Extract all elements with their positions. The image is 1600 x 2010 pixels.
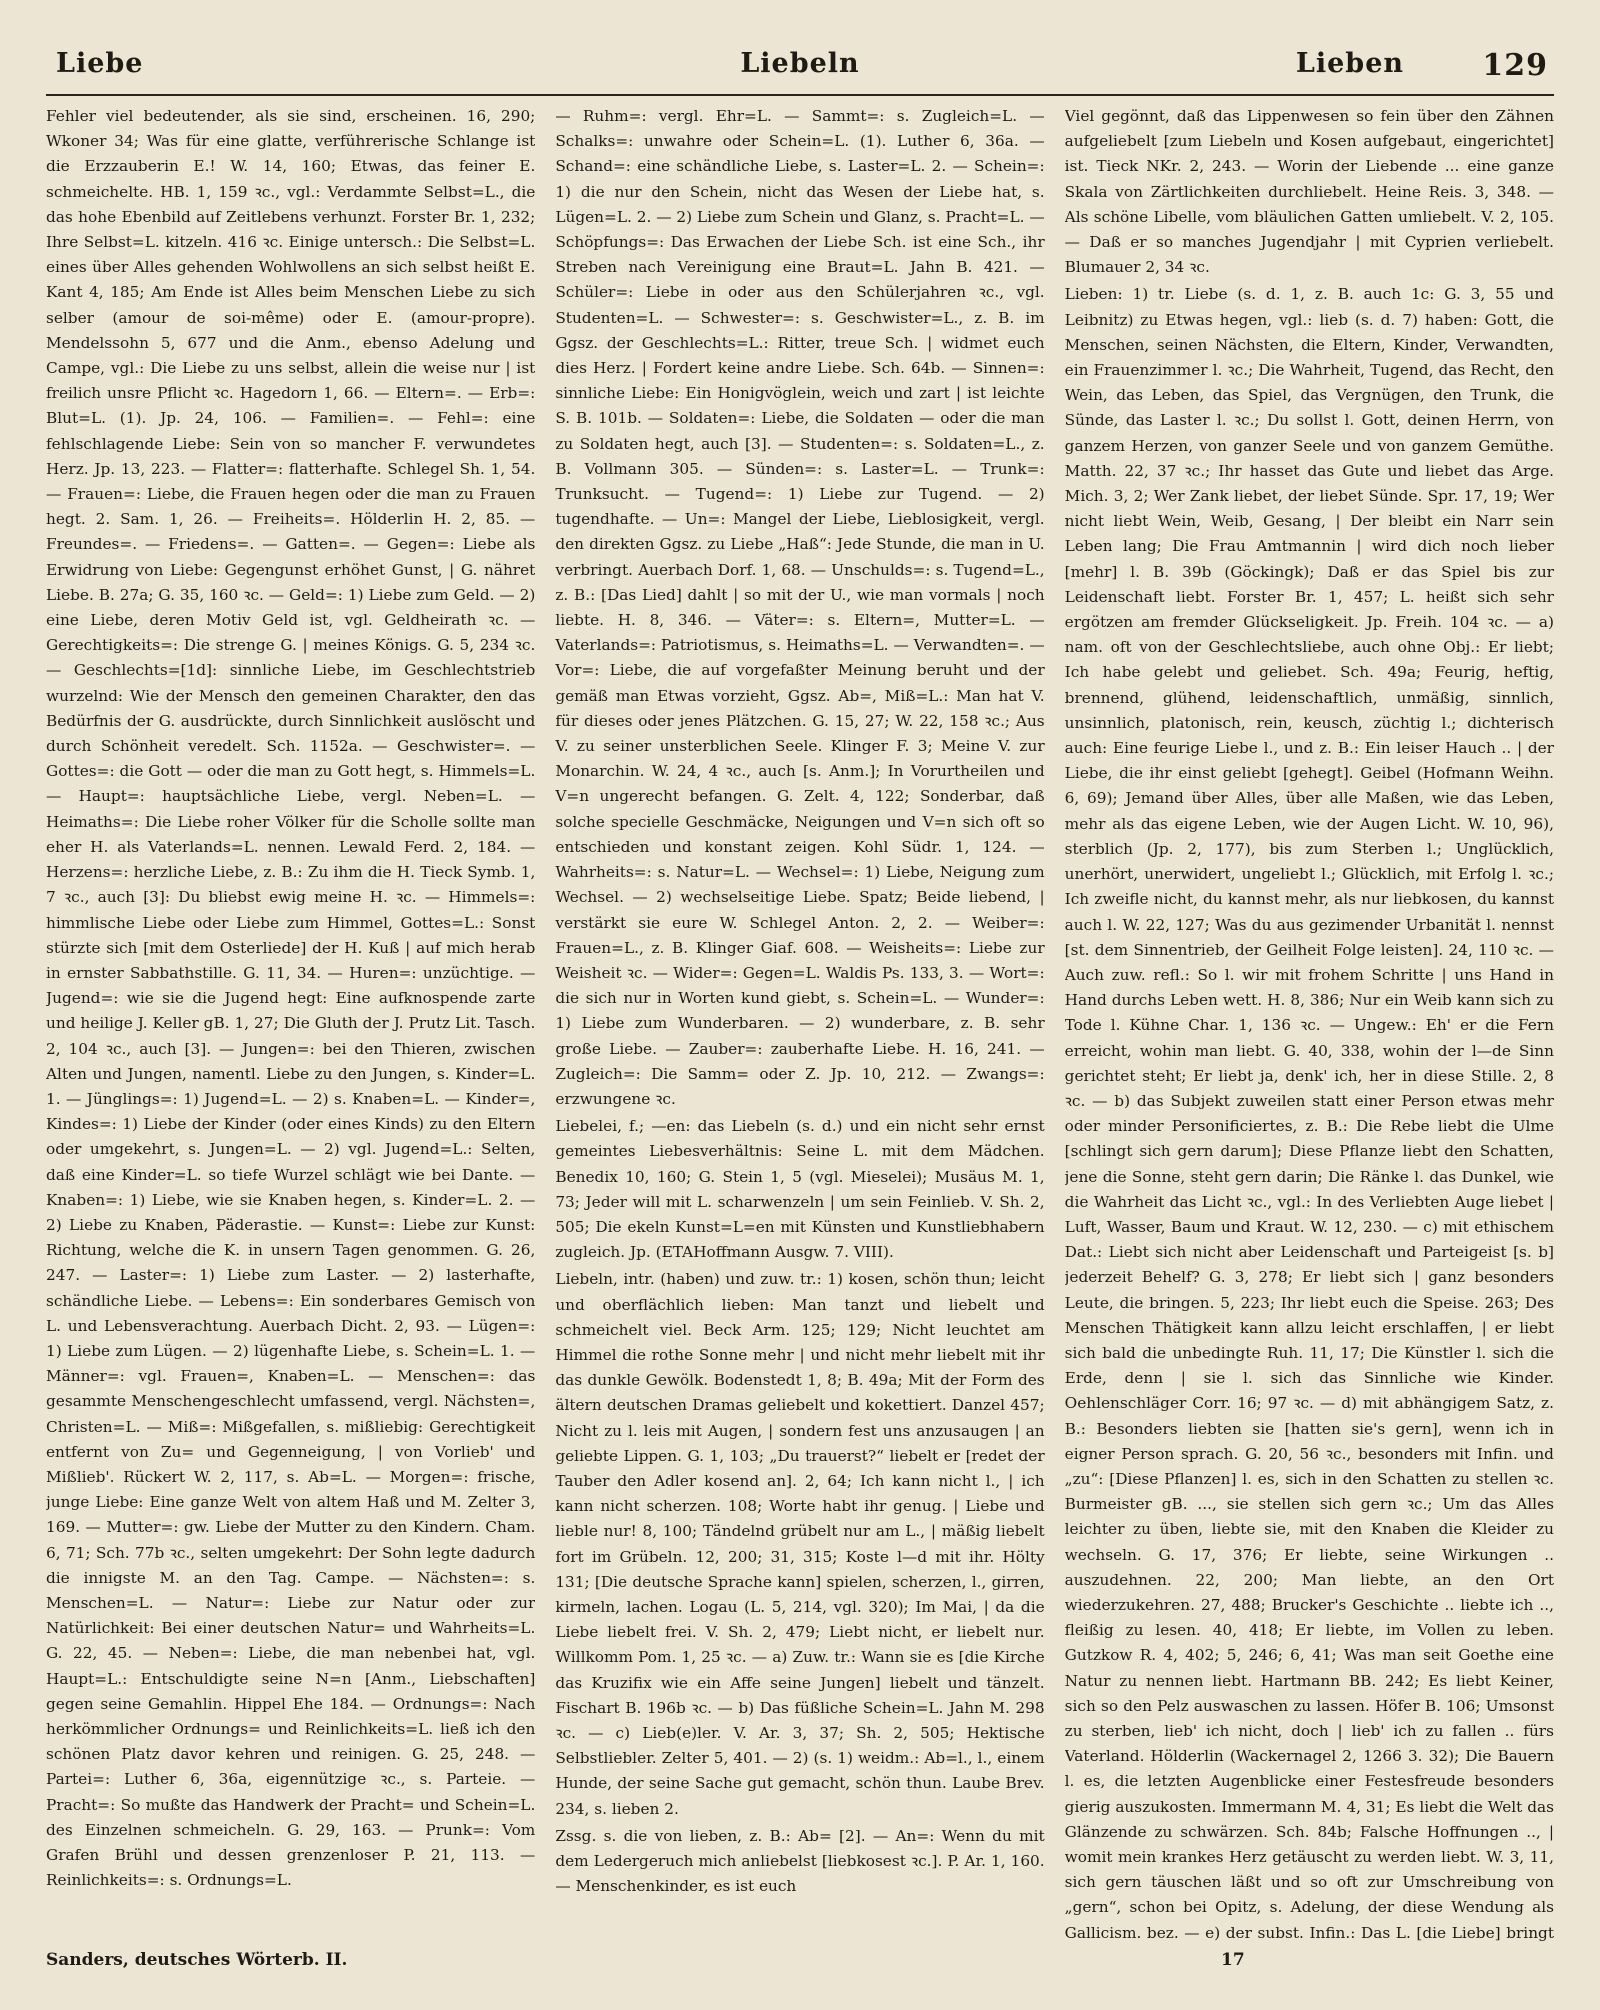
entry-liebeln-compounds: Zssg. s. die von lieben, z. B.: Ab= [2]. — An=: Wenn du mit dem Ledergeruch mich anliebelst [liebkosest ꝛc.]. P. Ar. 1, 160. — Menschenkinder, es ist euch xyxy=(555,1826,1045,1896)
page-footer xyxy=(46,1950,1554,1990)
entry-paragraph: Viel gegönnt, daß das Lippenwesen so fein über den Zähnen aufgeliebelt [zum Liebeln und Kosen aufgebaut, eingerichtet] ist. Tieck NKr. 2, 243. — Worin der Liebende ... eine ganze Skala von Zärtlichkeiten durchliebelt. Heine Reis. 3, 348. — Als schöne Libelle, vom bläulichen Gatten umliebelt. V. 2, 105. — Daß er so manches Jugendjahr | mit Cyprien verliebelt. Blumauer 2, 34 ꝛc. xyxy=(1064,107,1554,277)
header-right-word: Lieben xyxy=(1295,48,1404,79)
page-number: 129 xyxy=(1482,48,1548,83)
entry-liebeln: Liebeln, intr. (haben) und zuw. tr.: 1) kosen, schön thun; leicht und oberflächlich lieben: Man tanzt und liebelt und schmeichelt viel. Beck Arm. 125; 129; Nicht leuchtet am Himmel die rothe Sonne mehr | und nicht mehr liebelt mit ihr das dunkle Gewölk. Bodenstedt 1, 8; B. 49a; Mit der Form des ältern deutschen Dramas geliebelt und kokettiert. Danzel 457; Nicht zu l. leis mit Augen, | sondern fest uns anzusaugen | an geliebte Lippen. G. 1, 103; „Du trauerst?“ liebelt er [redet der Tauber den Adler kosend an]. 2, 64; Ich kann nicht l., | ich kann nicht scherzen. 108; Worte habt ihr genug. | Liebe und lieble nur! 8, 100; Tändelnd grübelt nur am L., | mäßig liebelt fort im Grübeln. 12, 200; 31, 315; Koste l—d mit ihr. Hölty 131; [Die deutsche Sprache kann] spielen, scherzen, l., girren, kirmeln, lachen. Logau (L. 5, 214, vgl. 320); Im Mai, | da die Liebe liebelt frei. V. Sh. 2, 479; Liebt nicht, er liebelt nur. Willkomm Pom. 1, 25 ꝛc. — a) Zuw. tr.: Wann sie es [die Kirche das Kruzifix wie ein Affe seine Jungen] liebelt und tänzelt. Fischart B. 196b ꝛc. — b) Das füßliche Schein=L. Jahn M. 298 ꝛc. — c) Lieb(e)ler. V. Ar. 3, 37; Sh. 2, 505; Hektische Selbstliebler. Zelter 5, 401. — 2) (s. 1) weidm.: Ab=l., l., einem Hunde, der seine Sache gut gemacht, schön thun. Laube Brev. 234, s. lieben 2. xyxy=(555,1270,1045,1818)
column-right xyxy=(1065,104,1554,1944)
entry-paragraph: Fehler viel bedeutender, als sie sind, erscheinen. 16, 290; Wkoner 34; Was für eine glatte, verführerische Schlange ist die Erzzauberin E.! W. 14, 160; Etwas, das feiner E. schmeichelte. HB. 1, 159 ꝛc., vgl.: Verdammte Selbst=L., die das hohe Ebenbild auf Zeitlebens verhunzt. Forster Br. 1, 232; Ihre Selbst=L. kitzeln. 416 ꝛc. Einige untersch.: Die Selbst=L. eines über Alles gehenden Wohlwollens an sich selbst heißt E. Kant 4, 185; Am Ende ist Alles beim Menschen Liebe zu sich selber (amour de soi-même) oder E. (amour-propre). Mendelssohn 5, 677 und die Anm., ebenso Adelung und Campe, vgl.: Die Liebe zu uns selbst, allein die weise nur | ist freilich unsre Pflicht ꝛc. Hagedorn 1, 66. — Eltern=. — Erb=: Blut=L. (1). Jp. 24, 106. — Famili̇en=. — Fehl=: eine fehlschlagende Liebe: Sein von so mancher F. verwundetes Herz. Jp. 13, 223. — Flatter=: flatterhafte. Schlegel Sh. 1, 54. — Frauen=: Liebe, die Frauen hegen oder die man zu Frauen hegt. 2. Sam. 1, 26. — Freiheits=. Hölderlin H. 2, 85. — Freundes=. — Friedens=. — Gatten=. — Gegen=: Liebe als Erwidrung von Liebe: Gegengunst erhöhet Gunst, | G. nähret Liebe. B. 27a; G. 35, 160 ꝛc. — Geld=: 1) Liebe zum Geld. — 2) eine Liebe, deren Motiv Geld ist, vgl. Geldheirath ꝛc. — Gerechtigkeits=: Die strenge G. | meines Königs. G. 5, 234 ꝛc. — Geschlechts=[1d]: sinnliche Liebe, im Geschlechtstrieb wurzelnd: Wie der Mensch den gemeinen Charakter, den das Bedürfnis der G. ausdrückte, durch Sinnlichkeit auslöscht und durch Schönheit veredelt. Sch. 1152a. — Geschwister=. — Gottes=: die Gott — oder die man zu Gott hegt, s. Himmels=L. — Haupt=: hauptsächliche Liebe, vergl. Neben=L. — Heimaths=: Die Liebe roher Völker für die Scholle sollte man eher H. als Vaterlands=L. nennen. Lewald Ferd. 2, 184. — Herzens=: herzliche Liebe, z. B.: Zu ihm die H. Tieck Symb. 1, 7 ꝛc., auch [3]: Du bliebst ewig meine H. ꝛc. — Himmels=: himmlische Liebe oder Liebe zum Himmel, Gottes=L.: Sonst stürzte sich [mit dem Osterliede] der H. Kuß | auf mich herab in ernster Sabbathstille. G. 11, 34. — Huren=: unzüchtige. — Jugend=: wie sie die Jugend hegt: Eine aufknospende zarte und heilige J. Keller gB. 1, 27; Die Gluth der J. Prutz Lit. Tasch. 2, 104 ꝛc., auch [3]. — Jungen=: bei den Thieren, zwischen Alten und Jungen, namentl. Liebe zu den Jungen, s. Kinder=L. 1. — Jünglings=: 1) Jugend=L. — 2) s. Knaben=L. — Kinder=, Kindes=: 1) Liebe der Kinder (oder eines Kinds) zu den Eltern oder umgekehrt, s. Jungen=L. — 2) vgl. Jugend=L.: Selten, daß eine Kinder=L. so tiefe Wurzel schlägt wie bei Dante. — Knaben=: 1) Liebe, wie sie Knaben hegen, s. Kinder=L. 2. — 2) Liebe zu Knaben, Päderastie. — Kunst=: Liebe zur Kunst: Richtung, welche die K. in unsern Tagen genommen. G. 26, 247. — Laster=: 1) Liebe zum Laster. — 2) lasterhafte, schändliche Liebe. — Lebens=: Ein sonderbares Gemisch von L. und Lebensverachtung. Auerbach Dicht. 2, 93. — Lügen=: 1) Liebe zum Lügen. — 2) lügenhafte Liebe, s. Schein=L. 1. — Männer=: vgl. Frauen=, Knaben=L. — Menschen=: das gesammte Menschengeschlecht umfassend, vergl. Nächsten=, Christen=L. — Miß=: Mißgefallen, s. mißliebig: Gerechtigkeit entfernt von Zu= und Gegenneigung, | von Vorlieb' und Mißlieb'. Rückert W. 2, 117, s. Ab=L. — Morgen=: frische, junge Liebe: Eine ganze Welt von altem Haß und M. Zelter 3, 169. — Mutter=: gw. Liebe der Mutter zu den Kindern. Cham. 6, 71; Sch. 77b ꝛc., selten umgekehrt: Der Sohn legte dadurch die innigste M. an den Tag. Campe. — Nächsten=: s. Menschen=L. — Natur=: Liebe zur Natur oder zur Natürlichkeit: Bei einer deutschen Natur= und Wahrheits=L. G. 22, 45. — Neben=: Liebe, die man nebenbei hat, vgl. Haupt=L.: Entschuldigte seine N=n [Anm., Liebschaften] gegen seine Gemahlin. Hippel Ehe 184. — Ordnungs=: Nach herkömmlicher Ordnungs= und Reinlichkeits=L. ließ ich den schönen Platz davor kehren und reinigen. G. 25, 248. — Partei=: Luther 6, 36a, eigennützige ꝛc., s. Parteie. — Pracht=: So mußte das Handwerk der Pracht= und Schein=L. des Einzelnen schmeicheln. G. 29, 163. — Prunk=: Vom Grafen Brühl und dessen grenzenloser P. 21, 113. — Reinlichkeits=: s. Ordnungs=L. xyxy=(46,107,536,1890)
running-header xyxy=(46,36,1554,96)
header-center-word: Liebeln xyxy=(740,48,860,79)
text-columns xyxy=(46,104,1554,1944)
column-left xyxy=(46,104,535,1944)
header-left-word: Liebe xyxy=(56,48,144,79)
entry-liebelei: Liebelei, f.; —en: das Liebeln (s. d.) und ein nicht sehr ernst gemeintes Liebesverhältnis: Seine L. mit dem Mädchen. Benedix 10, 160; G. Stein 1, 5 (vgl. Mieselei); Musäus M. 1, 73; Jeder will mit L. scharwenzeln | um sein Feinlieb. V. Sh. 2, 505; Die ekeln Kunst=L=en mit Künsten und Kunstliebhabern zugleich. Jp. (ETAHoffmann Ausgw. 7. VIII). xyxy=(555,1117,1045,1262)
entry-paragraph: — Ruhm=: vergl. Ehr=L. — Sammt=: s. Zugleich=L. — Schalks=: unwahre oder Schein=L. (1). Luther 6, 36a. — Schand=: eine schändliche Liebe, s. Laster=L. 2. — Schein=: 1) die nur den Schein, nicht das Wesen der Liebe hat, s. Lügen=L. 2. — 2) Liebe zum Schein und Glanz, s. Pracht=L. — Schöpfungs=: Das Erwachen der Liebe Sch. ist eine Sch., ihr Streben nach Vereinigung eine Braut=L. Jahn B. 421. — Schüler=: Liebe in oder aus den Schülerjahren ꝛc., vgl. Studenten=L. — Schwester=: s. Geschwister=L., z. B. im Ggsz. der Geschlechts=L.: Ritter, treue Sch. | widmet euch dies Herz. | Fordert keine andre Liebe. Sch. 64b. — Sinnen=: sinnliche Liebe: Ein Honigvöglein, weich und zart | ist leichte S. B. 101b. — Soldaten=: Liebe, die Soldaten — oder die man zu Soldaten hegt, auch [3]. — Studenten=: s. Soldaten=L., z. B. Vollmann 305. — Sünden=: s. Laster=L. — Trunk=: Trunksucht. — Tugend=: 1) Liebe zur Tugend. — 2) tugendhafte. — Un=: Mangel der Liebe, Lieblosigkeit, vergl. den direkten Ggsz. zu Liebe „Haß“: Jede Stunde, die man in U. verbringt. Auerbach Dorf. 1, 68. — Unschulds=: s. Tugend=L., z. B.: [Das Lied] dahlt | so mit der U., wie man vormals | noch liebte. H. 8, 346. — Väter=: s. Eltern=, Mutter=L. — Vaterlands=: Patriotismus, s. Heimaths=L. — Verwandten=. — Vor=: Liebe, die auf vorgefaßter Meinung beruht und der gemäß man Etwas vorzieht, Ggsz. Ab=, Miß=L.: Man hat V. für dieses oder jenes Plätzchen. G. 15, 27; W. 22, 158 ꝛc.; Aus V. zu seiner unsterblichen Seele. Klinger F. 3; Meine V. zur Monarchin. W. 24, 4 ꝛc., auch [s. Anm.]; In Vorurtheilen und V=n ungerecht befangen. G. Zelt. 4, 122; Sonderbar, daß solche specielle Geschmäcke, Neigungen und V=n sich oft so entschieden und konstant zeigen. Kohl Südr. 1, 124. — Wahrheits=: s. Natur=L. — Wechsel=: 1) Liebe, Neigung zum Wechsel. — 2) wechselseitige Liebe. Spatz; Beide liebend, | verstärkt sie eure W. Schlegel Anton. 2, 2. — Weiber=: Frauen=L., z. B. Klinger Giaf. 608. — Weisheits=: Liebe zur Weisheit ꝛc. — Wider=: Gegen=L. Waldis Ps. 133, 3. — Wort=: die sich nur in Worten kund giebt, s. Schein=L. — Wunder=: 1) Liebe zum Wunderbaren. — 2) wunderbare, z. B. sehr große Liebe. — Zauber=: zauberhafte Liebe. H. 16, 241. — Zugleich=: Die Samm= oder Z. Jp. 10, 212. — Zwangs=: erzwungene ꝛc. xyxy=(555,107,1045,1108)
signature-mark: 17 xyxy=(1221,1950,1245,1970)
column-middle xyxy=(555,104,1044,1944)
source-line: Sanders, deutsches Wörterb. II. xyxy=(46,1950,348,1970)
entry-lieben: Lieben: 1) tr. Liebe (s. d. 1, z. B. auch 1c: G. 3, 55 und Leibnitz) zu Etwas hegen, vgl.: lieb (s. d. 7) haben: Gott, die Menschen, seinen Nächsten, die Eltern, Kinder, Verwandten, ein Frauenzimmer l. ꝛc.; Die Wahrheit, Tugend, das Recht, den Wein, das Leben, das Spiel, das Vergnügen, den Trunk, die Sünde, das Laster l. ꝛc.; Du sollst l. Gott, deinen Herrn, von ganzem Herzen, von ganzer Seele und von ganzem Gemüthe. Matth. 22, 37 ꝛc.; Ihr hasset das Gute und liebet das Arge. Mich. 3, 2; Wer Zank liebet, der liebet Sünde. Spr. 17, 19; Wer nicht liebt Wein, Weib, Gesang, | Der bleibt ein Narr sein Leben lang; Die Frau Amtmannin | wird dich noch lieber [mehr] l. B. 39b (Göckingk); Daß er das Spiel bis zur Leidenschaft liebt. Forster Br. 1, 457; L. heißt sich sehr ergötzen am fremder Glückseligkeit. Jp. Freih. 104 ꝛc. — a) nam. oft von der Geschlechtsliebe, auch ohne Obj.: Er liebt; Ich habe gelebt und geliebet. Sch. 49a; Feurig, heftig, brennend, glühend, leidenschaftlich, unmäßig, sinnlich, unsinnlich, platonisch, rein, keusch, züchtig l.; dichterisch auch: Eine feurige Liebe l., und z. B.: Ein leiser Hauch .. | der Liebe, die ihr einst geliebt [gehegt]. Geibel (Hofmann Weihn. 6, 69); Jemand über Alles, über alle Maßen, wie das Leben, mehr als das eigene Leben, wie der Augen Licht. W. 10, 96), sterblich (Jp. 2, 177), bis zum Sterben l.; Unglücklich, unerhört, unerwidert, ungeliebt l.; Glücklich, mit Erfolg l. ꝛc.; Ich zweifle nicht, du kannst mehr, als nur liebkosen, du kannst auch l. W. 22, 127; Was du aus gezimender Urbanität l. nennst [st. dem Sinnentrieb, der Geilheit Folge leisten]. 24, 110 ꝛc. — Auch zuw. refl.: So l. wir mit frohem Schritte | uns Hand in Hand durchs Leben wett. H. 8, 386; Nur ein Weib kann sich zu Tode l. Kühne Char. 1, 136 ꝛc. — Ungew.: Eh' er die Fern erreicht, wohin man liebt. G. 40, 338, wohin der l—de Sinn gerichtet steht; Er liebt ja, denk' ich, her in diese Stille. 2, 8 ꝛc. — b) das Subjekt zuweilen statt einer Person etwas mehr oder minder Personificiertes, z. B.: Die Rebe liebt die Ulme [schlingt sich gern darum]; Diese Pflanze liebt den Schatten, jene die Sonne, steht gern darin; Die Ränke l. das Dunkel, wie die Wahrheit das Licht ꝛc., vgl.: In des Verliebten Auge liebet | Luft, Wasser, Baum und Kraut. W. 12, 230. — c) mit ethischem Dat.: Liebt sich nicht aber Leidenschaft und Parteigeist [s. b] jederzeit Behelf? G. 3, 278; Er liebt sich | ganz besonders Leute, die bringen. 5, 223; Ihr liebt euch die Speise. 263; Des Menschen Thätigkeit kann allzu leicht erschlaffen, | er liebt sich bald die unbedingte Ruh. 11, 17; Die Künstler l. sich die Erde, denn | sie l. sich das Sinnliche wie Kinder. Oehlenschläger Corr. 16; 97 ꝛc. — d) mit abhängigem Satz, z. B.: Besonders liebten sie [hatten sie's gern], wenn ich in eigner Person sprach. G. 20, 56 ꝛc., besonders mit Infin. und „zu“: [Diese Pflanzen] l. es, sich in den Schatten zu stellen ꝛc. Burmeister gB. ..., sie stellen sich gern ꝛc.; Um das Alles leichter zu üben, liebte sie, mit den Knaben die Kleider zu wechseln. G. 17, 376; Er liebte, seine Wirkungen .. auszudehnen. 22, 200; Man liebte, an den Ort wiederzukehren. 27, 488; Brucker's Geschichte .. liebte ich .., fleißig zu lesen. 40, 418; Er liebte, im Vollen zu leben. Gutzkow R. 4, 402; 5, 246; 6, 41; Was man seit Goethe eine Natur zu nennen liebt. Hartmann BB. 242; Es liebt Keiner, sich so den Pelz auswaschen zu lassen. Höfer B. 106; Umsonst zu sterben, lieb' ich nicht, doch | lieb' ich zu fallen .. fürs Vaterland. Hölderlin (Wackernagel 2, 1266 3. 32); Die Bauern l. es, die letzten Augenblicke einer Festesfreude besonders gierig auszukosten. Immermann M. 4, 31; Es liebt die Welt das Glänzende zu schwärzen. Sch. 84b; Falsche Hoffnungen .., | womit mein krankes Herz getäuscht zu werden liebt. W. 3, 11, sich gern täuschen läßt und so oft zur Umschreibung von „gern“, schon bei Opitz, s. Adelung, der diese Wendung als Gallicism. bez. — e) der subst. Infin.: Das L. [die Liebe] bringt xyxy=(1064,285,1554,1942)
